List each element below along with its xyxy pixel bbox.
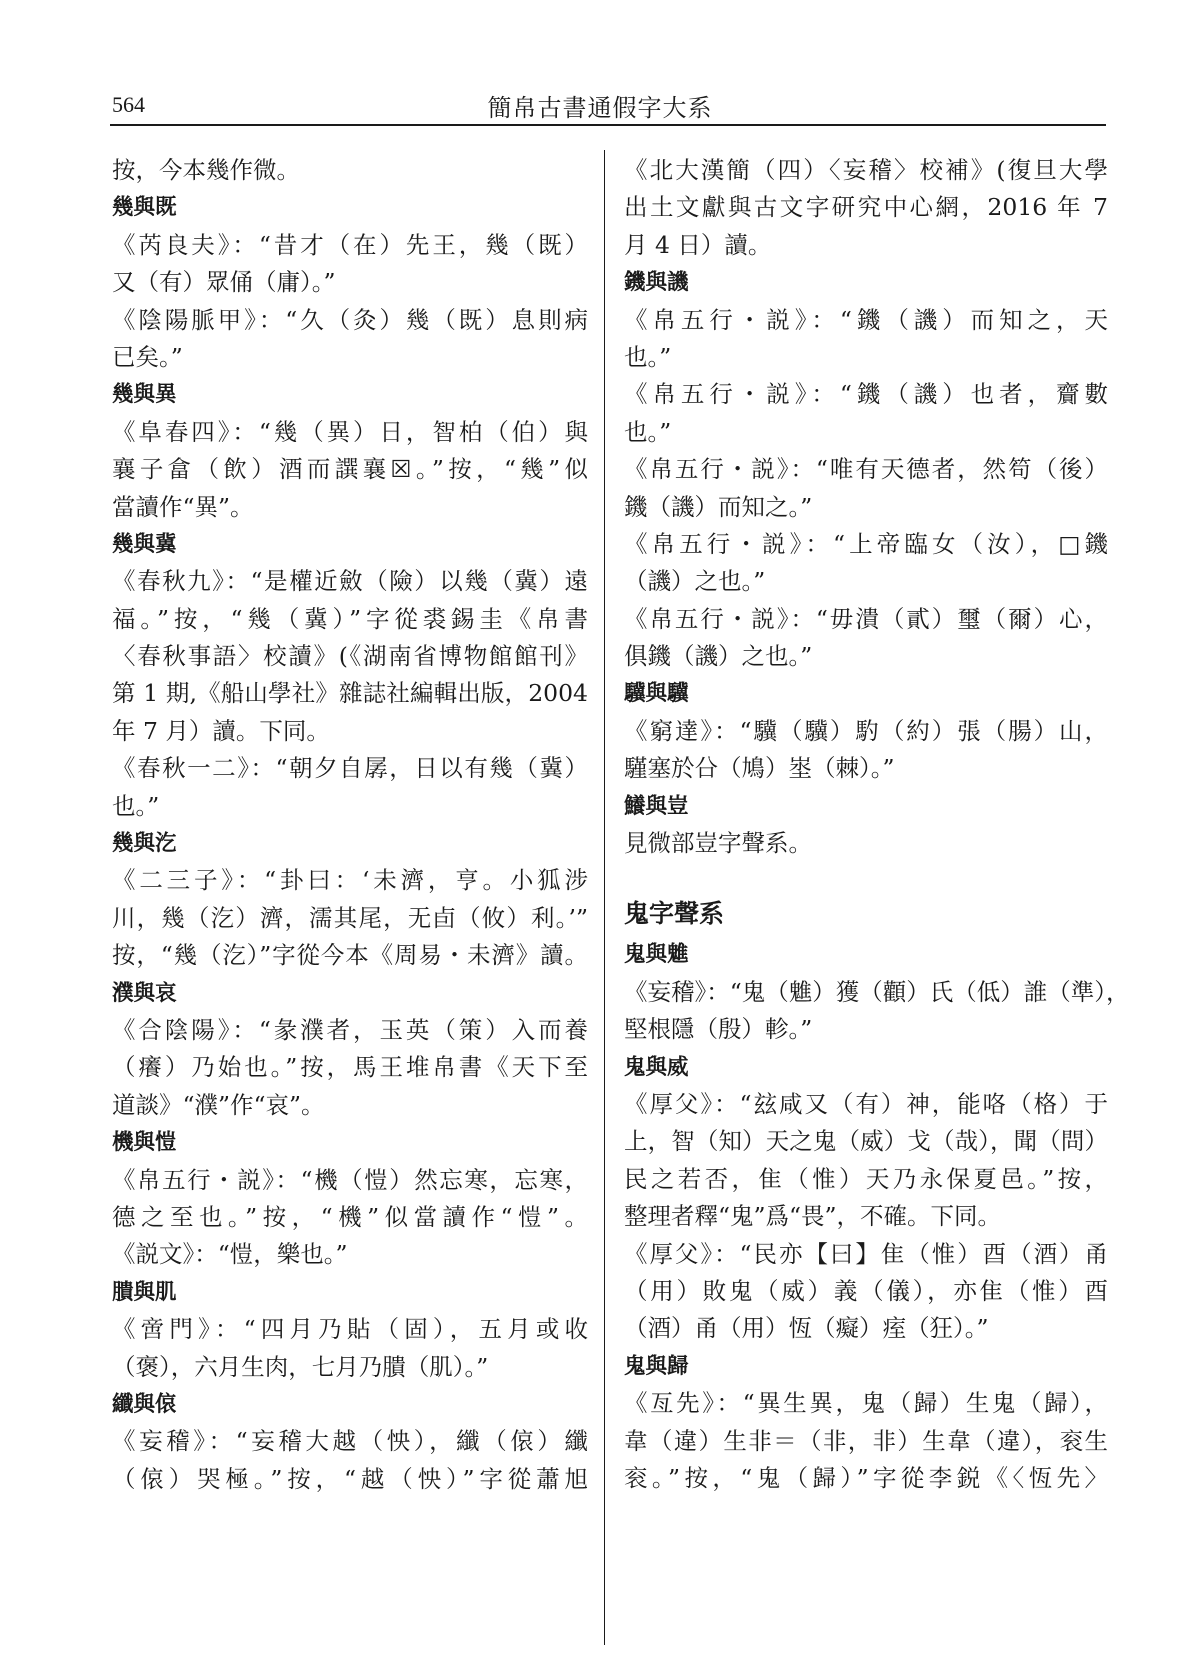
text-line: （偯）哭極。”按，“越（怏）”字從蕭旭 — [112, 1464, 588, 1493]
text-line: 也。” — [624, 417, 672, 446]
entry-heading: 機與愷 — [112, 1130, 177, 1156]
text-line: （褒），六月生肉，七月乃膭（肌）。” — [112, 1352, 489, 1381]
text-line: 《帛五行・説》：“鐖（譏）也者，齎數 — [624, 380, 1108, 409]
entry-heading: 濮與哀 — [112, 980, 177, 1006]
text-line: 《陰陽脈甲》：“久（灸）幾（既）息則病 — [112, 305, 588, 334]
text-line: 也。” — [112, 791, 160, 820]
header-rule — [110, 124, 1106, 126]
entry-heading: 鱶與豈 — [624, 793, 689, 819]
running-title: 簡帛古書通假字大系 — [487, 94, 713, 122]
text-line: 按，“幾（汔）”字從今本《周易・未濟》讀。 — [112, 941, 588, 970]
right-column — [624, 152, 1130, 1497]
text-line: 《啻門》：“四月乃貼（固），五月或收 — [112, 1315, 588, 1344]
text-line: 又（有）眾俑（庸）。” — [112, 268, 336, 297]
text-line: 當讀作“異”。 — [112, 492, 254, 521]
entry-heading: 驥與驥 — [624, 681, 689, 707]
text-line: 《窮達》：“驥（驥）馰（約）張（腸）山， — [624, 716, 1108, 745]
entry-heading: 幾與既 — [112, 195, 177, 221]
text-line: （譏）之也。” — [624, 567, 766, 596]
text-line: （癢）乃始也。”按，馬王堆帛書《天下至 — [112, 1053, 588, 1082]
text-line: 出土文獻與古文字研究中心網，2016 年 7 — [624, 193, 1108, 222]
text-line: （用）敗鬼（威）義（儀），亦隹（惟）酉 — [624, 1276, 1108, 1305]
text-line: 堅根隱（殷）軫。” — [624, 1015, 813, 1044]
left-column — [112, 152, 588, 1498]
text-line: 月 4 日）讀。 — [624, 230, 772, 259]
entry-heading: 鐖與譏 — [624, 270, 689, 296]
text-line: 《春秋一二》：“朝夕自孱，日以有幾（冀） — [112, 754, 588, 783]
text-line: 福。”按，“幾（冀）”字從裘錫圭《帛書 — [112, 604, 588, 633]
text-line: 《北大漢簡（四）〈妄稽〉校補》(復旦大學 — [624, 156, 1108, 184]
text-line: 川，幾（汔）濟，濡其尾，无卣（攸）利。’” — [112, 903, 588, 932]
text-line: 《妄稽》：“妄稽大越（怏），纖（偯）纖 — [112, 1427, 588, 1456]
text-line: 《二三子》：“卦曰：‘未濟，亨。小狐涉 — [112, 866, 588, 895]
section-gap — [624, 862, 1108, 892]
text-line: 《帛五行・説》：“毋潰（貳）璽（爾）心， — [624, 604, 1108, 633]
text-line: （酒）甬（用）恆（癡）痓（狂）。” — [624, 1314, 989, 1343]
text-line: 見微部豈字聲系。 — [624, 829, 812, 858]
entry-heading: 鬼與魋 — [624, 942, 689, 968]
entry-heading: 幾與異 — [112, 382, 177, 408]
text-line: 德之至也。”按，“機”似當讀作“愷”。 — [112, 1202, 588, 1231]
text-line: 按，今本幾作微。 — [112, 156, 300, 184]
text-line: 俱鐖（譏）之也。” — [624, 642, 813, 671]
text-line: 已矣。” — [112, 342, 183, 371]
text-line: 鐖（譏）而知之。” — [624, 492, 813, 521]
section-heading: 鬼字聲系 — [624, 899, 725, 929]
column-divider — [604, 150, 605, 1645]
entry-heading: 鬼與威 — [624, 1054, 689, 1080]
page-number: 564 — [112, 92, 145, 117]
text-line: 道談》“濮”作“哀”。 — [112, 1090, 325, 1119]
text-line: 《阜春四》：“幾（異）日，智柏（伯）與 — [112, 417, 588, 446]
text-line: 也。” — [624, 342, 672, 371]
entry-heading: 鬼與歸 — [624, 1353, 689, 1379]
entry-heading: 纖與偯 — [112, 1391, 177, 1417]
text-line: 第 1 期,《船山學社》雜誌社編輯出版，2004 — [112, 679, 588, 708]
text-line: 《妄稽》：“鬼（魋）獲（顴）氏（低）誰（準）， — [624, 977, 1130, 1006]
text-line: 《厚父》：“民亦【曰】隹（惟）酉（酒）甬 — [624, 1239, 1108, 1268]
text-line: 整理者釋“鬼”爲“畏”，不確。下同。 — [624, 1202, 1002, 1231]
text-line: 《帛五行・説》：“上帝臨女（汝），□鐖 — [624, 529, 1108, 558]
text-line: 《帛五行・説》：“唯有天德者，然笱（後） — [624, 455, 1108, 484]
text-line: 上，智（知）天之鬼（威）戈（哉），聞（問） — [624, 1127, 1108, 1156]
text-line: 《説文》：“愷，樂也。” — [112, 1240, 348, 1269]
text-line: 襄子畣（飲）酒而譔襄☒。”按，“幾”似 — [112, 455, 588, 484]
text-line: 〈春秋事語〉校讀》(《湖南省博物館館刊》 — [112, 642, 588, 671]
text-line: 《帛五行・説》：“機（愷）然忘寒，忘寒， — [112, 1165, 588, 1194]
text-line: 民之若否，隹（惟）天乃永保夏邑。”按， — [624, 1164, 1108, 1193]
text-line: 韋（違）生非＝（非，非）生韋（違），衮生 — [624, 1426, 1108, 1455]
text-line: 年 7 月）讀。下同。 — [112, 716, 330, 745]
entry-heading: 幾與汔 — [112, 831, 177, 857]
text-line: 《芮良夫》：“昔才（在）先王，幾（既） — [112, 230, 588, 259]
text-line: 《厚父》：“玆咸又（有）神，能咯（格）于 — [624, 1089, 1108, 1118]
text-line: 《帛五行・説》：“鐖（譏）而知之，天 — [624, 305, 1108, 334]
entry-heading: 幾與冀 — [112, 531, 177, 557]
text-line: 《亙先》：“異生異，鬼（歸）生鬼（歸）， — [624, 1389, 1108, 1418]
text-line: 《合陰陽》：“彖濮者，玉英（策）入而養 — [112, 1015, 588, 1044]
text-line: 騹塞於㕣（鳩）埊（棘）。” — [624, 754, 895, 783]
entry-heading: 膭與肌 — [112, 1279, 177, 1305]
text-line: 衮。”按，“鬼（歸）”字從李鋭《〈恆先〉 — [624, 1463, 1108, 1492]
text-line: 《春秋九》：“是權近斂（險）以幾（冀）遠 — [112, 567, 588, 596]
